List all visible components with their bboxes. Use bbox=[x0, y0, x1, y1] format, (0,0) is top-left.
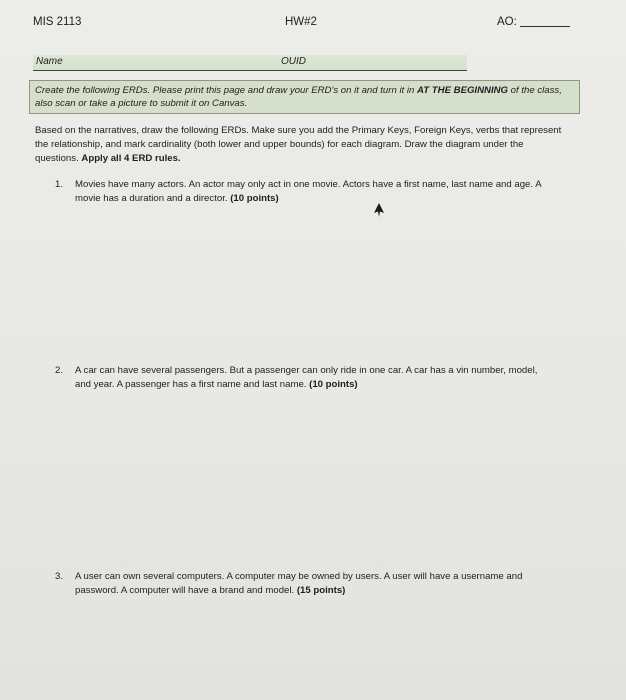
instructions-box bbox=[29, 80, 580, 114]
course-code: MIS 2113 bbox=[33, 16, 82, 28]
name-label: Name bbox=[36, 56, 63, 67]
assignment-title: HW#2 bbox=[285, 16, 317, 28]
instructions-text-1: Create the following ERDs. Please print this page and draw your ERD's on it and turn it in bbox=[35, 85, 418, 96]
question-text: A car can have several passengers. But a passenger can only ride in one car. A car has a vin number, model, and year. A passenger has a first name and last name. (10 points) bbox=[75, 365, 538, 390]
question-text: A user can own several computers. A computer may be owned by users. A user will have a username and password. A computer will have a brand and model. (15 points) bbox=[75, 571, 523, 596]
question-points: (10 points) bbox=[309, 379, 358, 390]
ao-label: AO: bbox=[497, 16, 517, 28]
intro-rule: Apply all 4 ERD rules. bbox=[81, 153, 181, 164]
mouse-pointer-icon bbox=[373, 203, 385, 217]
question-points: (10 points) bbox=[230, 193, 279, 204]
question-points: (15 points) bbox=[296, 585, 346, 596]
instructions-emphasis: AT THE BEGINNING bbox=[417, 85, 509, 96]
question-number: 2. bbox=[55, 365, 64, 376]
question-text: Movies have many actors. An actor may only act in one movie. Actors have a first name, last name and age. A movie has a duration and a director. (10 points) bbox=[75, 179, 542, 204]
intro-text: Based on the narratives, draw the following ERDs. Make sure you add the Primary Keys, Foreign Keys, verbs that represent the relationship, and mark cardinality (both lower and upper bounds) for each diagram. Draw the diagram under the questions. bbox=[35, 125, 562, 164]
question-number: 3. bbox=[55, 571, 64, 582]
ao-field bbox=[497, 16, 570, 28]
ao-blank-line bbox=[520, 26, 570, 27]
intro-paragraph bbox=[35, 124, 565, 166]
name-ouid-row bbox=[33, 55, 467, 71]
question-number: 1. bbox=[55, 179, 64, 190]
instructions-text-2: of the class, also scan or take a picture to submit it on Canvas. bbox=[35, 85, 562, 109]
ouid-label: OUID bbox=[281, 56, 306, 67]
